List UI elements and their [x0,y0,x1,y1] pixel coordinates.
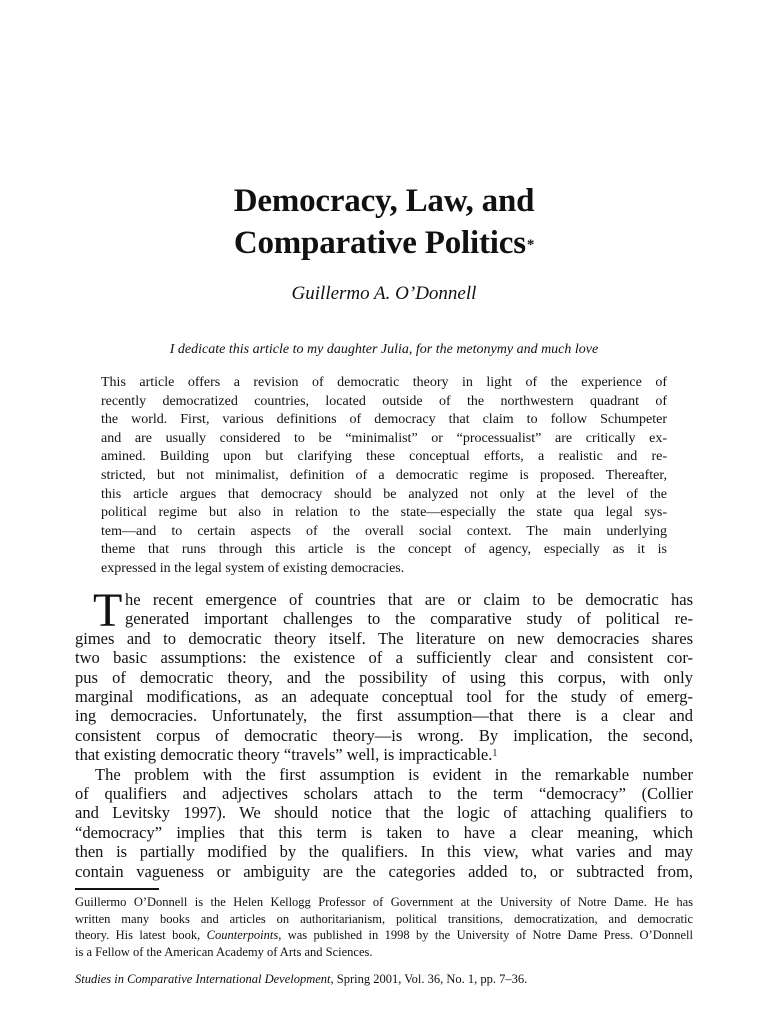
body-line: gimes and to democratic theory itself. The literature on new democracies shares [75,628,693,648]
body-line: generated important challenges to the comparative study of political re- [125,609,693,629]
abstract-line: theme that runs through this article is the concept of agency, especially as it is [101,542,667,558]
footnote-rule [75,888,159,890]
body-line: then is partially modified by the qualifiers. In this view, what varies and may [75,842,693,862]
body-line: ing democracies. Unfortunately, the first assumption—that there is a clear and [75,706,693,726]
footnote-text: , was published in 1998 by the University of Notre Dame Press. O’Donnell [278,928,693,943]
footnote-line [75,927,693,944]
body-line: pus of democratic theory, and the possibility of using this corpus, with only [75,667,693,687]
body-line: consistent corpus of democratic theory—is wrong. By implication, the second, [75,725,693,745]
author-name: Guillermo A. O’Donnell [291,283,477,304]
footnote-line: Guillermo O’Donnell is the Helen Kellogg Professor of Government at the University of Notre Dame. He has [75,895,693,909]
body-line: contain vagueness or ambiguity are the categories added to, or subtracted from, [75,861,693,881]
abstract-line: the world. First, various definitions of democracy that claim to follow Schumpeter [101,412,667,428]
abstract-line: This article offers a revision of democratic theory in light of the experience of [101,375,667,390]
abstract-line: political regime but also in relation to the state—especially the state qua legal sys- [101,505,667,521]
footnote-line: is a Fellow of the American Academy of Arts and Sciences. [75,944,373,959]
author-footnote [75,894,693,960]
title-line-2-text: Comparative Politics [233,225,526,261]
abstract-line: this article argues that democracy should be analyzed not only at the level of the [101,486,667,502]
body-line: and Levitsky 1997). We should notice that the logic of attaching qualifiers to [75,803,693,823]
abstract-line: recently democratized countries, located outside of the northwestern quadrant of [101,393,667,409]
book-title: Counterpoints [206,928,279,943]
footnote-line: written many books and articles on authoritarianism, political transitions, democratization, and democratic [75,911,693,926]
body-line: he recent emergence of countries that are or claim to be democratic has [125,590,693,609]
body-text [75,584,693,881]
body-line: two basic assumptions: the existence of a sufficiently clear and consistent cor- [75,648,693,668]
journal-name: Studies in Comparative International Development [75,972,331,986]
body-line [75,745,693,764]
title-line-2 [0,222,768,264]
footnote-ref[interactable]: 1 [492,748,498,760]
body-last-line-text: that existing democratic theory “travels” well, is impracticable. [75,745,493,765]
body-line: The problem with the first assumption is evident in the remarkable number [95,764,693,784]
body-line: of qualifiers and adjectives scholars attach to the term “democracy” (Collier [75,784,693,804]
abstract-line: stricted, but not minimalist, definition of a democratic regime is proposed. Thereafter, [101,467,667,483]
body-line: marginal modifications, as an adequate conceptual tool for the study of emerg- [75,687,693,707]
title-line-1: Democracy, Law, and [233,183,535,219]
abstract-line: expressed in the legal system of existing democracies. [101,560,405,576]
body-line: “democracy” implies that this term is taken to have a clear meaning, which [75,822,693,842]
abstract-line: tem—and to certain aspects of the overall social context. The main underlying [101,523,667,539]
title-note-mark[interactable]: * [526,237,535,253]
journal-citation [75,972,527,987]
abstract-line: amined. Building upon but clarifying these conceptual efforts, a realistic and re- [101,449,667,465]
drop-cap: T [93,584,123,637]
abstract [101,374,667,579]
dedication: I dedicate this article to my daughter Julia, for the metonymy and much love [169,342,599,357]
abstract-line: and are usually considered to be “minimalist” or “processualist” are critically ex- [101,430,667,446]
citation-details: , Spring 2001, Vol. 36, No. 1, pp. 7–36. [330,972,528,986]
article-title [0,180,768,264]
footnote-text: theory. His latest book, [75,928,207,943]
